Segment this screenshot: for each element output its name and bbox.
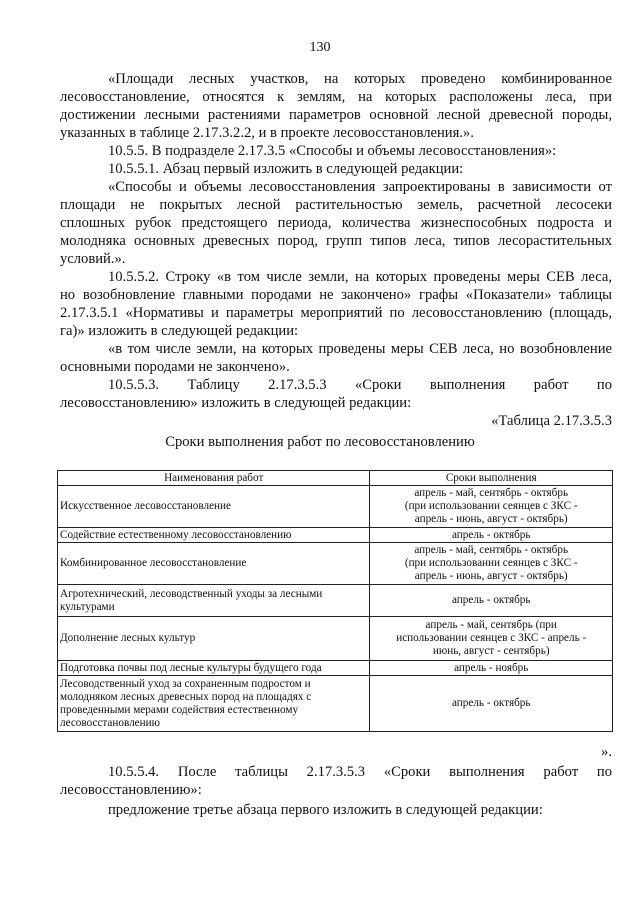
text-line: 10.5.5. В подразделе 2.17.3.5 «Способы и объемы лесовосстановления»: bbox=[108, 143, 557, 159]
cell-text: Лесоводственный уход за сохраненным подростом и bbox=[60, 677, 311, 690]
cell-text: лесовосстановлению bbox=[60, 716, 160, 729]
cell-text: (при использовании сеянцев с ЗКС - bbox=[404, 500, 578, 512]
cell-text: апрель - май, сентябрь (при bbox=[425, 619, 557, 631]
table-title: Сроки выполнения работ по лесовосстановлению bbox=[165, 434, 475, 450]
work-name-cell bbox=[58, 676, 370, 732]
cell-text: апрель - июнь, август - октябрь) bbox=[414, 570, 568, 582]
work-schedule-table bbox=[57, 470, 613, 732]
work-term-cell bbox=[370, 676, 613, 732]
table-caption: «Таблица 2.17.3.5.3 bbox=[491, 413, 612, 429]
cell-text: Агротехнический, лесоводственный уходы за лесными bbox=[60, 587, 323, 600]
table-row bbox=[58, 585, 613, 617]
text-line: 10.5.5.3. Таблицу 2.17.3.5.3 «Сроки выполнения работ по bbox=[108, 377, 612, 393]
cell-text: проведенными мерами содействия естественному bbox=[60, 703, 299, 716]
work-term-cell bbox=[370, 585, 613, 617]
work-term-cell bbox=[370, 617, 613, 661]
work-name-cell bbox=[58, 661, 370, 676]
text-line: основными породами не закончено». bbox=[60, 359, 290, 375]
cell-text: июнь, август - сентябрь) bbox=[432, 645, 550, 657]
work-name-cell bbox=[58, 543, 370, 585]
text-line: сплошных рубок предстоящего периода, количества жизнеспособных подроста и bbox=[60, 215, 612, 231]
cell-text: апрель - июнь, август - октябрь) bbox=[414, 513, 568, 525]
work-name-cell bbox=[58, 617, 370, 661]
table-row bbox=[58, 676, 613, 732]
text-line: лесовосстановлению» изложить в следующей редакции: bbox=[60, 395, 412, 411]
cell-text: апрель - октябрь bbox=[451, 528, 531, 541]
table-row bbox=[58, 528, 613, 543]
cell-text: апрель - май, сентябрь - октябрь bbox=[414, 487, 569, 499]
cell-text: (при использовании сеянцев с ЗКС - bbox=[404, 557, 578, 569]
text-line: 10.5.5.4. После таблицы 2.17.3.5.3 «Сроки выполнения работ по bbox=[108, 764, 612, 780]
text-line: лесовосстановление, относятся к землям, на которых расположены леса, при bbox=[60, 89, 612, 105]
text-line: указанных в таблице 2.17.3.2.2, и в проекте лесовосстановления.». bbox=[60, 125, 474, 141]
text-line: га)» изложить в следующей редакции: bbox=[60, 323, 299, 339]
work-name-cell bbox=[58, 486, 370, 528]
work-term-cell bbox=[370, 528, 613, 543]
text-line: но возобновление главными породами не закончено» графы «Показатели» таблицы bbox=[60, 287, 612, 303]
text-line: 2.17.3.5.1 «Нормативы и параметры мероприятий по лесовосстановлению (площадь, bbox=[60, 305, 612, 321]
cell-text: использовании сеянцев с ЗКС - апрель - bbox=[396, 632, 587, 644]
cell-text: апрель - октябрь bbox=[451, 697, 531, 709]
cell-text: Искусственное лесовосстановление bbox=[60, 500, 231, 512]
cell-text: апрель - ноябрь bbox=[454, 661, 529, 674]
work-term-cell bbox=[370, 543, 613, 585]
text-line: лесовосстановлению»: bbox=[60, 782, 202, 798]
cell-text: апрель - май, сентябрь - октябрь bbox=[414, 544, 569, 556]
closing-quote: ». bbox=[601, 744, 612, 760]
text-line: молодняка основных древесных пород, групп типов леса, типов лесорастительных bbox=[60, 233, 612, 249]
text-line: «Площади лесных участков, на которых проведено комбинированное bbox=[108, 71, 612, 87]
cell-text: Комбинированное лесовосстановление bbox=[60, 557, 247, 569]
table-row bbox=[58, 543, 613, 585]
text-line: «в том числе земли, на которых проведены меры СЕВ леса, но возобновление bbox=[108, 341, 612, 357]
work-term-cell bbox=[370, 486, 613, 528]
table-header-row bbox=[58, 471, 613, 486]
cell-text: Дополнение лесных культур bbox=[60, 632, 196, 644]
table-row bbox=[58, 617, 613, 661]
cell-text: молодняком лесных древесных пород на площадях с bbox=[60, 690, 312, 703]
table-row bbox=[58, 661, 613, 676]
cell-text: Подготовка почвы под лесные культуры будущего года bbox=[60, 661, 322, 674]
cell-text: Содействие естественному лесовосстановлению bbox=[60, 528, 292, 541]
work-term-cell bbox=[370, 661, 613, 676]
text-line: предложение третье абзаца первого изложить в следующей редакции: bbox=[108, 802, 543, 818]
text-line: условий.». bbox=[60, 251, 126, 267]
cell-text: апрель - октябрь bbox=[451, 594, 531, 606]
column-header: Наименования работ bbox=[58, 471, 370, 486]
page-number: 130 bbox=[309, 40, 331, 55]
text-line: 10.5.5.1. Абзац первый изложить в следующей редакции: bbox=[108, 161, 464, 177]
work-name-cell bbox=[58, 585, 370, 617]
work-name-cell bbox=[58, 528, 370, 543]
text-line: «Способы и объемы лесовосстановления запроектированы в зависимости от bbox=[108, 179, 612, 195]
column-header: Сроки выполнения bbox=[370, 471, 613, 486]
text-line: площади не покрытых лесной растительностью земель, расчетной лесосеки bbox=[60, 197, 612, 213]
text-line: достижении лесными растениями параметров основной лесной древесной породы, bbox=[60, 107, 612, 123]
table-row bbox=[58, 486, 613, 528]
cell-text: культурами bbox=[60, 600, 115, 613]
text-line: 10.5.5.2. Строку «в том числе земли, на которых проведены меры СЕВ леса, bbox=[108, 269, 612, 285]
